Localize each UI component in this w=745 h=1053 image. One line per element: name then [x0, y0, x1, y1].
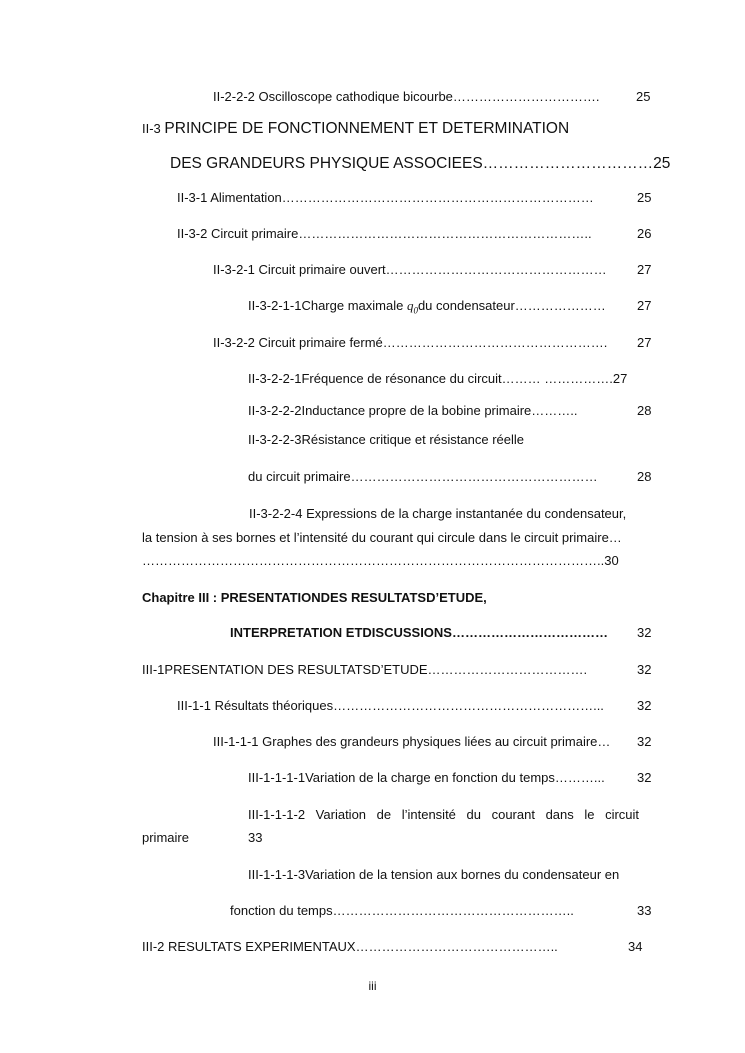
toc-entry: III-1-1-1-1Variation de la charge en fonction du temps………...: [248, 770, 605, 785]
math-symbol-q: q: [406, 298, 414, 313]
toc-entry: III-2 RESULTATS EXPERIMENTAUX………………………………………..: [142, 939, 558, 954]
toc-entry: la tension à ses bornes et l’intensité du courant qui circule dans le circuit primaire…: [142, 530, 622, 545]
toc-page-number: 27: [637, 262, 652, 277]
toc-page-number: 27: [637, 298, 652, 313]
toc-page-number: 32: [637, 625, 652, 640]
toc-page-number: 33: [248, 830, 263, 845]
toc-page-number: 32: [637, 770, 652, 785]
toc-entry-text: du condensateur…………………: [417, 298, 606, 313]
toc-entry: II-3-2-2-2Inductance propre de la bobine primaire………..: [248, 403, 578, 418]
toc-page-number: 28: [637, 469, 652, 484]
toc-entry: III-1-1 Résultats théoriques……………………………………………………...: [177, 698, 604, 713]
toc-entry: primaire: [142, 830, 189, 845]
toc-section-heading-cont: DES GRANDEURS PHYSIQUE ASSOCIEES……………………………25: [170, 155, 671, 172]
toc-chapter-heading: Chapitre III : PRESENTATIONDES RESULTATSD’ETUDE,: [142, 590, 487, 605]
toc-entry: [248, 298, 606, 319]
toc-section-title: PRINCIPE DE FONCTIONNEMENT ET DETERMINATION: [164, 120, 570, 137]
toc-page-number: 33: [637, 903, 652, 918]
toc-entry: II-3-1 Alimentation………………………………………………………………: [177, 190, 594, 205]
toc-entry: II-3-2-2-3Résistance critique et résistance réelle: [248, 432, 525, 447]
toc-chapter-heading-cont: INTERPRETATION ETDISCUSSIONS………………………………: [230, 625, 608, 640]
toc-page-number: 32: [637, 734, 652, 749]
toc-page-number: 28: [637, 403, 652, 418]
toc-page-number: 32: [637, 662, 652, 677]
toc-page-number: 25: [637, 190, 652, 205]
toc-page-number: 26: [637, 226, 652, 241]
toc-entry: III-1-1-1-2 Variation de l’intensité du courant dans le circuit: [248, 807, 640, 822]
toc-section-number: II-3: [142, 121, 165, 136]
toc-page-number: 32: [637, 698, 652, 713]
toc-page-number: 34: [628, 939, 643, 954]
toc-entry: III-1PRESENTATION DES RESULTATSD’ETUDE……………………………….: [142, 662, 588, 677]
toc-entry: du circuit primaire…………………………………………………: [248, 469, 598, 484]
page-footer-number: iii: [368, 979, 377, 993]
toc-section-heading: [142, 121, 569, 137]
toc-entry-text: II-3-2-1-1Charge maximale: [248, 298, 407, 313]
toc-page-number: 25: [636, 89, 651, 104]
toc-page-number: 27: [637, 335, 652, 350]
toc-entry: III-1-1-1 Graphes des grandeurs physiques liées au circuit primaire…: [213, 734, 611, 749]
toc-entry: III-1-1-1-3Variation de la tension aux bornes du condensateur en: [248, 867, 620, 882]
toc-entry: fonction du temps………………………………………………..: [230, 903, 574, 918]
toc-entry: II-3-2-2-1Fréquence de résonance du circuit……… …………….27: [248, 371, 628, 386]
toc-entry: II-3-2-2 Circuit primaire fermé…………………………………………….: [213, 335, 608, 350]
toc-entry: II-3-2 Circuit primaire…………………………………………………………..: [177, 226, 592, 241]
toc-entry: II-3-2-1 Circuit primaire ouvert……………………………………………: [213, 262, 607, 277]
toc-entry: II-2-2-2 Oscilloscope cathodique bicourbe…………………………….: [213, 89, 600, 104]
toc-entry: ……………………………………………………………………………………………..30: [142, 553, 619, 568]
toc-entry: II-3-2-2-4 Expressions de la charge instantanée du condensateur,: [249, 506, 627, 521]
math-subscript: 0: [413, 305, 418, 316]
